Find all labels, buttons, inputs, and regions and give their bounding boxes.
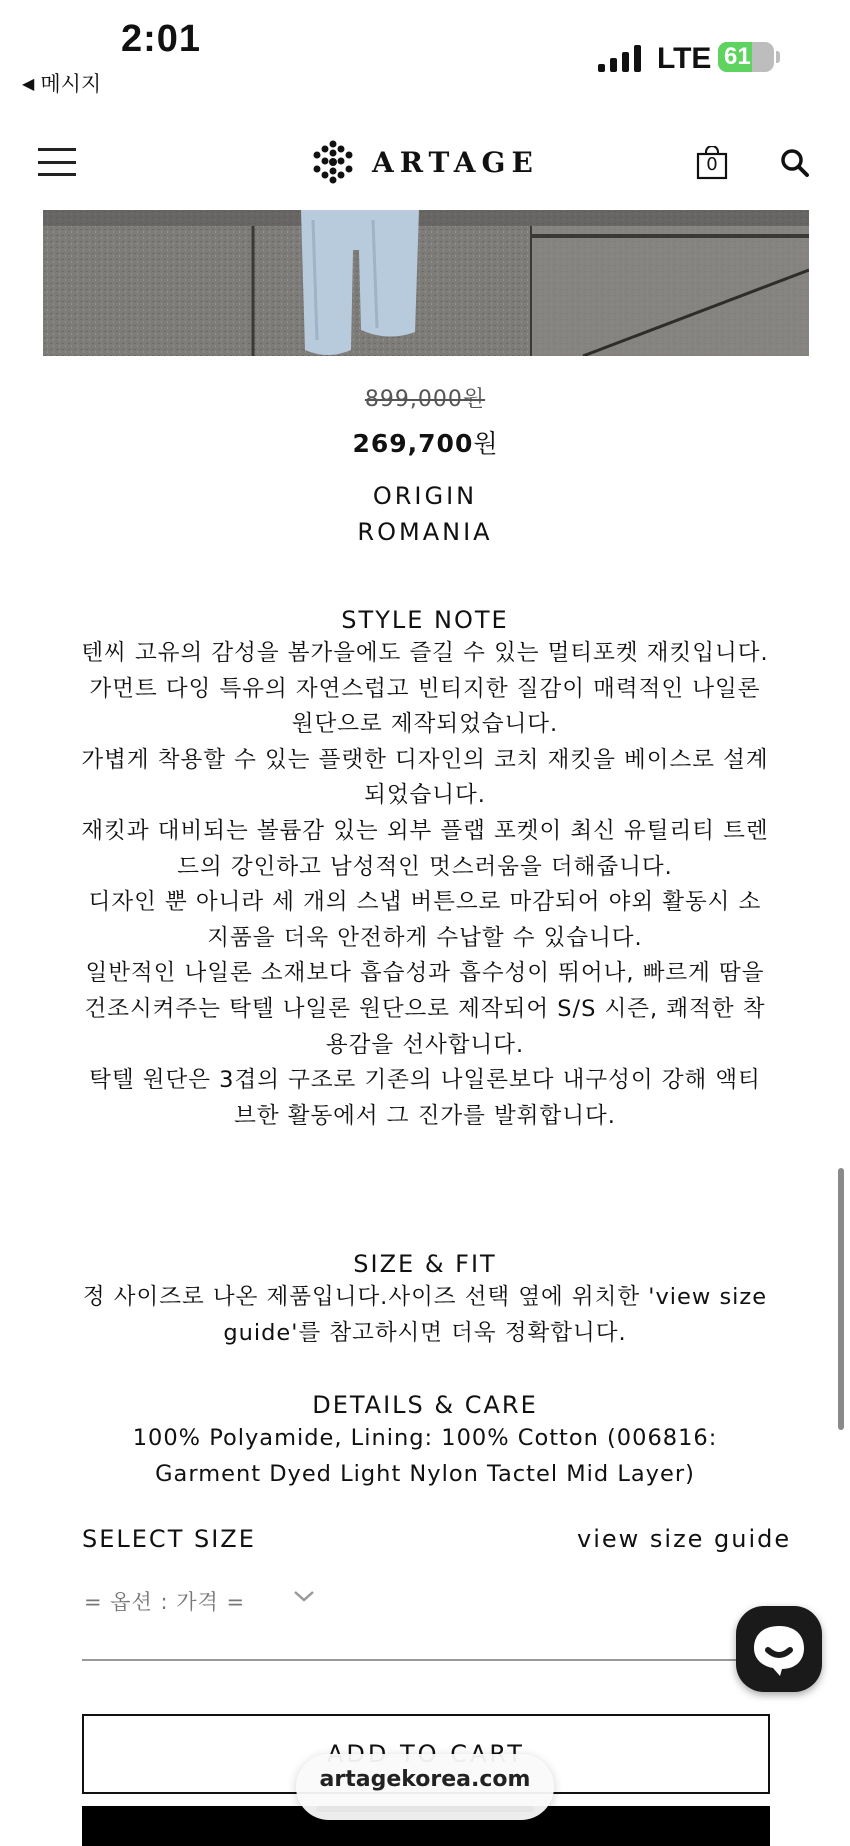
origin-block	[0, 478, 850, 550]
size-fit-title: SIZE & FIT	[353, 1250, 497, 1278]
style-note-paragraph: 탁텔 원단은 3겹의 구조로 기존의 나일론보다 내구성이 강해 액티브한 활동에서 그 진가를 발휘합니다.	[89, 1067, 761, 1129]
style-note-paragraph: 텐씨 고유의 감성을 봄가을에도 즐길 수 있는 멀티포켓 재킷입니다.	[81, 640, 769, 666]
style-note-paragraph: 가먼트 다잉 특유의 자연스럽고 빈티지한 질감이 매력적인 나일론 원단으로 제작되었습니다.	[89, 675, 761, 738]
product-image	[43, 210, 809, 356]
battery-percent: 61	[724, 43, 751, 70]
details-care-text: 100% Polyamide, Lining: 100% Cotton (006816: Garment Dyed Light Nylon Tactel Mid Layer)	[132, 1425, 718, 1487]
battery-icon	[718, 42, 774, 72]
sale-price-unit: 원	[473, 429, 498, 458]
original-price: 899,000원	[364, 387, 486, 412]
url-text: artagekorea.com	[319, 1767, 531, 1792]
origin-country: ROMANIA	[357, 518, 493, 546]
back-arrow-icon: ◀	[22, 73, 35, 93]
chevron-down-icon[interactable]	[292, 1588, 316, 1604]
scrollbar[interactable]	[838, 1168, 844, 1430]
status-time: 2:01	[121, 18, 202, 60]
style-note-paragraph: 재킷과 대비되는 볼륨감 있는 외부 플랩 포켓이 최신 유틸리티 트렌드의 강인하고 남성적인 멋스러움을 더해줍니다.	[81, 817, 769, 880]
back-to-messages[interactable]	[22, 68, 101, 98]
signal-icon	[598, 44, 641, 72]
size-select[interactable]: = 옵션 : 가격 =	[84, 1590, 246, 1614]
details-care-title: DETAILS & CARE	[312, 1391, 538, 1419]
origin-label: ORIGIN	[372, 482, 478, 510]
style-note-paragraph: 디자인 뿐 아니라 세 개의 스냅 버튼으로 마감되어 야외 활동시 소지품을 더욱 안전하게 수납할 수 있습니다.	[88, 889, 762, 951]
flower-dots-icon	[312, 140, 354, 184]
size-fit-text: 정 사이즈로 나온 제품입니다.사이즈 선택 옆에 위치한 'view size guide'를 참고하시면 더욱 정확합니다.	[82, 1284, 768, 1346]
brand-logo[interactable]	[312, 140, 539, 184]
brand-name: ARTAGE	[372, 145, 539, 179]
style-note-paragraph: 가볍게 착용할 수 있는 플랫한 디자인의 코치 재킷을 베이스로 설계되었습니다.	[81, 746, 769, 809]
network-type: LTE	[657, 42, 712, 75]
browser-url-bar[interactable]	[296, 1754, 554, 1820]
search-icon	[780, 148, 810, 178]
chat-bubble-icon	[736, 1606, 822, 1692]
search-button[interactable]	[780, 148, 810, 178]
back-label: 메시지	[40, 72, 102, 96]
loading-bar	[316, 1806, 534, 1812]
style-note-text	[80, 636, 770, 1134]
cart-button[interactable]	[696, 146, 728, 178]
select-underline	[82, 1659, 770, 1661]
style-note-paragraph: 일반적인 나일론 소재보다 흡습성과 흡수성이 뛰어나, 빠르게 땀을 건조시켜주는 탁텔 나일론 원단으로 제작되어 S/S 시즌, 쾌적한 착용감을 선사합니다.	[84, 960, 766, 1058]
view-size-guide-link[interactable]: view size guide	[577, 1525, 792, 1553]
sale-price	[0, 424, 850, 460]
battery-nub	[776, 51, 780, 63]
sale-price-number: 269,700	[352, 429, 474, 458]
chat-button[interactable]	[736, 1606, 822, 1692]
cart-count: 0	[706, 154, 718, 175]
style-note-title: STYLE NOTE	[341, 606, 509, 634]
menu-icon[interactable]	[38, 148, 76, 176]
select-size-label: SELECT SIZE	[82, 1525, 256, 1553]
